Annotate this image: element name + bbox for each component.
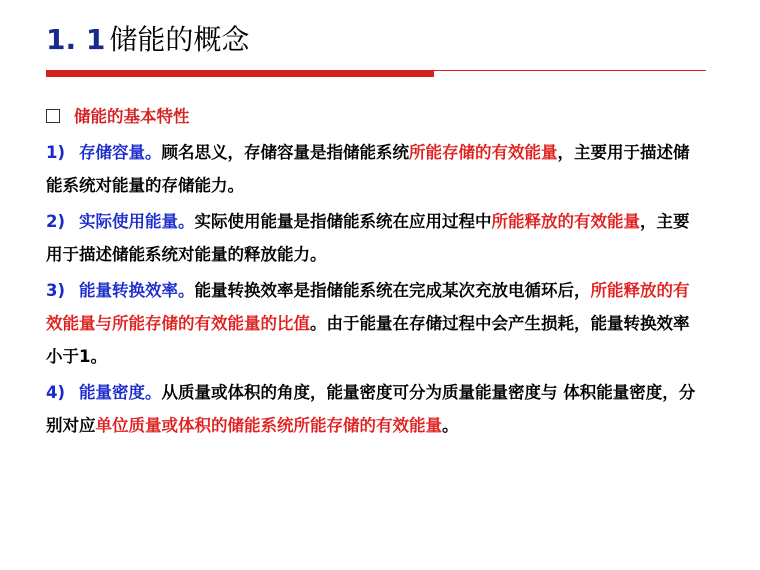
item-term: 存储容量。 xyxy=(79,143,162,162)
item-index: 2) xyxy=(46,212,66,231)
page-title xyxy=(46,18,249,58)
item-text-end: ，主要用于描述储能系统对能量的存储能力。 xyxy=(46,143,690,195)
list-item-4 xyxy=(46,376,696,442)
item-index: 3) xyxy=(46,281,66,300)
item-text: 顾名思义，存储容量是指储能系统 xyxy=(161,143,410,162)
list-item-3 xyxy=(46,274,696,373)
square-bullet-icon xyxy=(46,109,60,123)
content-body xyxy=(46,100,696,442)
item-text-end: 。由于能量在存储过程中会产生损耗，能量转换效率小于1。 xyxy=(46,314,690,366)
list-item-1 xyxy=(46,136,696,202)
title-number: 1. 1 xyxy=(46,23,106,56)
item-term: 能量转换效率。 xyxy=(79,281,195,300)
title-divider-thin xyxy=(434,70,706,71)
item-text: 从质量或体积的角度，能量密度可分为质量能量密度与 体积能量密度，分别对应 xyxy=(46,383,696,435)
item-text-end: ，主要用于描述储能系统对能量的释放能力。 xyxy=(46,212,690,264)
list-item-2 xyxy=(46,205,696,271)
item-highlight: 所能释放的有效能量 xyxy=(491,212,641,231)
item-text: 实际使用能量是指储能系统在应用过程中 xyxy=(194,212,492,231)
title-divider-thick xyxy=(46,70,434,77)
item-text: 能量转换效率是指储能系统在完成某次充放电循环后， xyxy=(194,281,591,300)
item-index: 1) xyxy=(46,143,66,162)
item-highlight: 所能释放的有效能量与所能存储的有效能量的比值 xyxy=(46,281,690,333)
item-term: 能量密度。 xyxy=(79,383,162,402)
section-heading-text: 储能的基本特性 xyxy=(74,107,190,126)
item-index: 4) xyxy=(46,383,66,402)
section-heading xyxy=(46,100,696,133)
item-highlight: 所能存储的有效能量 xyxy=(409,143,558,162)
item-highlight: 单位质量或体积的储能系统所能存储的有效能量 xyxy=(95,416,442,435)
item-text-end: 。 xyxy=(442,416,459,435)
item-term: 实际使用能量。 xyxy=(79,212,195,231)
title-text: 储能的概念 xyxy=(109,23,250,56)
